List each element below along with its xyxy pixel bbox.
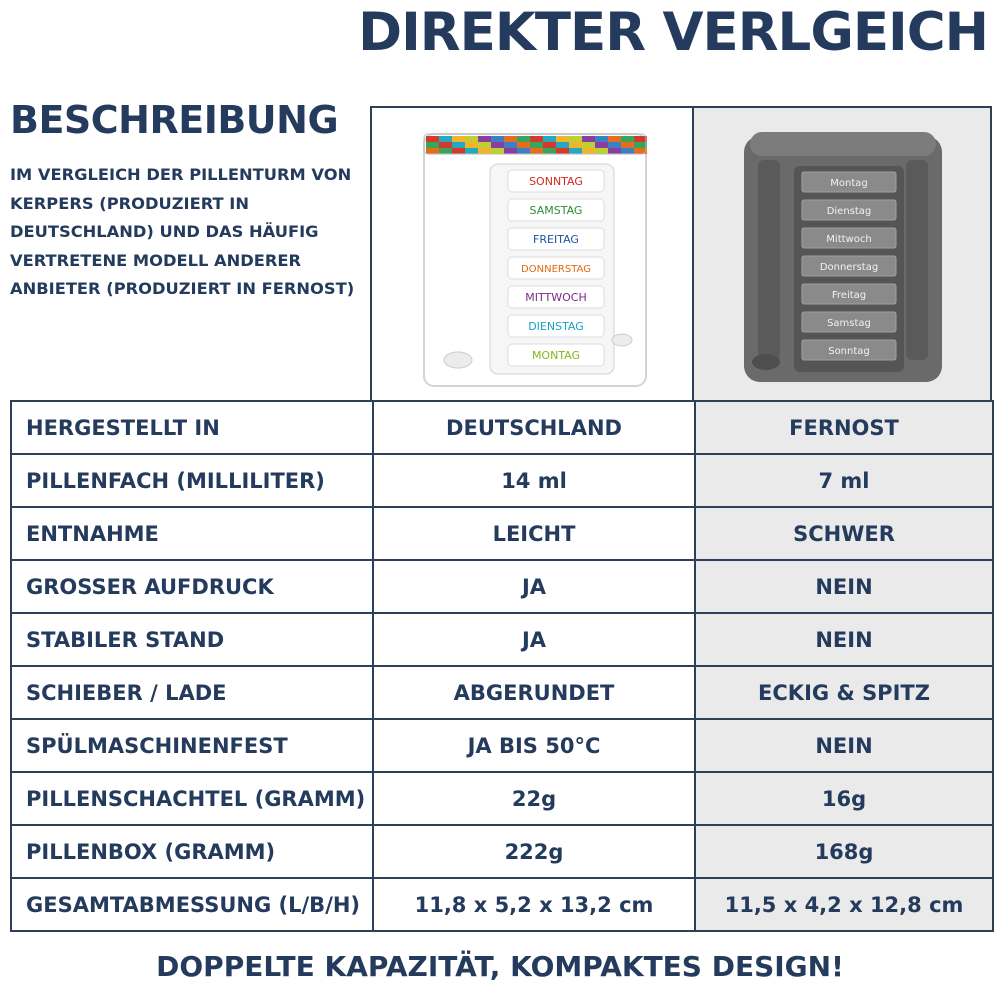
svg-text:Donnerstag: Donnerstag — [819, 262, 879, 273]
svg-text:Samstag: Samstag — [827, 318, 871, 329]
table-row — [11, 401, 993, 454]
value-product-a: 22g — [373, 772, 695, 825]
value-product-b: 168g — [695, 825, 993, 878]
row-label: SCHIEBER / LADE — [11, 666, 373, 719]
svg-text:Mittwoch: Mittwoch — [826, 234, 872, 245]
value-product-a: ABGERUNDET — [373, 666, 695, 719]
value-product-a: JA — [373, 613, 695, 666]
drawer-label-b — [802, 340, 896, 360]
value-product-a: 222g — [373, 825, 695, 878]
row-label: PILLENFACH (MILLILITER) — [11, 454, 373, 507]
value-product-b: NEIN — [695, 719, 993, 772]
drawer-label-a — [508, 344, 604, 366]
drawer-label-b — [802, 200, 896, 220]
description-heading: BESCHREIBUNG — [10, 98, 339, 142]
table-row — [11, 613, 993, 666]
row-label: PILLENBOX (GRAMM) — [11, 825, 373, 878]
drawer-label-a — [508, 170, 604, 192]
row-label: ENTNAHME — [11, 507, 373, 560]
row-label: GROSSER AUFDRUCK — [11, 560, 373, 613]
svg-text:SAMSTAG: SAMSTAG — [529, 204, 583, 217]
drawer-label-b — [802, 172, 896, 192]
svg-text:Freitag: Freitag — [831, 290, 867, 301]
table-row — [11, 719, 993, 772]
svg-text:Montag: Montag — [830, 178, 868, 189]
product-a-image-cell — [370, 106, 694, 402]
table-row — [11, 454, 993, 507]
comparison-table — [10, 400, 994, 932]
value-product-b: SCHWER — [695, 507, 993, 560]
value-product-b: FERNOST — [695, 401, 993, 454]
row-label: STABILER STAND — [11, 613, 373, 666]
svg-text:SONNTAG: SONNTAG — [529, 175, 583, 188]
value-product-b: ECKIG & SPITZ — [695, 666, 993, 719]
product-b-image-cell — [692, 106, 992, 402]
table-row — [11, 772, 993, 825]
value-product-b: NEIN — [695, 560, 993, 613]
svg-text:Sonntag: Sonntag — [828, 346, 870, 357]
drawer-label-a — [508, 199, 604, 221]
table-row — [11, 560, 993, 613]
svg-text:Dienstag: Dienstag — [826, 206, 872, 217]
table-row — [11, 666, 993, 719]
svg-text:DONNERSTAG: DONNERSTAG — [521, 264, 591, 275]
value-product-a: JA BIS 50°C — [373, 719, 695, 772]
row-label: SPÜLMASCHINENFEST — [11, 719, 373, 772]
drawer-label-b — [802, 228, 896, 248]
value-product-b: 11,5 x 4,2 x 12,8 cm — [695, 878, 993, 931]
product-a-pill-tower — [372, 108, 692, 400]
row-label: PILLENSCHACHTEL (GRAMM) — [11, 772, 373, 825]
footer-tagline: DOPPELTE KAPAZITÄT, KOMPAKTES DESIGN! — [156, 950, 844, 983]
mosaic-lid — [426, 136, 647, 154]
value-product-a: 14 ml — [373, 454, 695, 507]
drawer-label-b — [802, 284, 896, 304]
value-product-a: 11,8 x 5,2 x 13,2 cm — [373, 878, 695, 931]
svg-text:MITTWOCH: MITTWOCH — [525, 291, 587, 304]
svg-text:DIENSTAG: DIENSTAG — [528, 320, 584, 333]
description-text: IM VERGLEICH DER PILLENTURM VON KERPERS (PRODUZIERT IN DEUTSCHLAND) UND DAS HÄUFIG VERTRETENE MODELL ANDERER ANBIETER (PRODUZIERT IN FERNOST) — [10, 165, 355, 298]
drawer-label-a — [508, 315, 604, 337]
row-label: HERGESTELLT IN — [11, 401, 373, 454]
value-product-a: DEUTSCHLAND — [373, 401, 695, 454]
svg-text:FREITAG: FREITAG — [533, 233, 579, 246]
value-product-a: LEICHT — [373, 507, 695, 560]
table-row — [11, 507, 993, 560]
value-product-b: NEIN — [695, 613, 993, 666]
page-title: DIREKTER VERLGEICH — [358, 2, 988, 63]
value-product-b: 7 ml — [695, 454, 993, 507]
table-row — [11, 878, 993, 931]
row-label: GESAMTABMESSUNG (L/B/H) — [11, 878, 373, 931]
drawer-label-a — [508, 286, 604, 308]
drawer-label-a — [508, 257, 604, 279]
value-product-b: 16g — [695, 772, 993, 825]
value-product-a: JA — [373, 560, 695, 613]
product-b-pill-tower — [694, 108, 990, 400]
drawer-label-b — [802, 312, 896, 332]
table-row — [11, 825, 993, 878]
svg-text:MONTAG: MONTAG — [531, 349, 581, 362]
drawer-label-b — [802, 256, 896, 276]
drawer-label-a — [508, 228, 604, 250]
